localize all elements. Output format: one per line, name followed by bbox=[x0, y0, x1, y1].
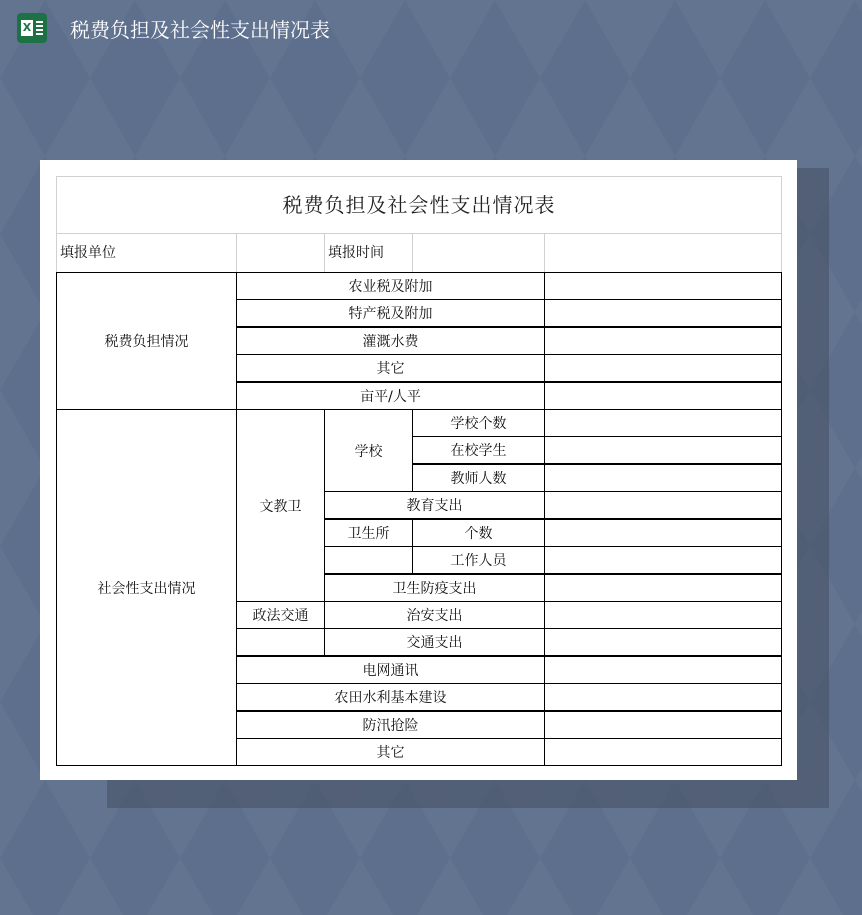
value-cell[interactable] bbox=[544, 519, 782, 547]
clinic-label: 卫生所 bbox=[324, 519, 413, 547]
value-cell[interactable] bbox=[544, 491, 782, 519]
fill-time-label: 填报时间 bbox=[328, 245, 384, 261]
other-item: 防汛抢险 bbox=[236, 711, 545, 739]
value-cell[interactable] bbox=[544, 546, 782, 574]
zhengfa-label: 政法交通 bbox=[236, 601, 325, 629]
value-cell[interactable] bbox=[544, 711, 782, 739]
tax-item: 灌溉水费 bbox=[236, 327, 545, 355]
gridline bbox=[324, 233, 325, 272]
gridline bbox=[56, 233, 782, 234]
gridline bbox=[236, 233, 237, 272]
tax-item: 农业税及附加 bbox=[236, 272, 545, 300]
security-expense-label: 治安支出 bbox=[324, 601, 545, 629]
other-item: 其它 bbox=[236, 738, 545, 766]
value-cell[interactable] bbox=[544, 327, 782, 355]
value-cell[interactable] bbox=[544, 382, 782, 410]
school-item: 在校学生 bbox=[412, 436, 545, 464]
school-item: 教师人数 bbox=[412, 464, 545, 492]
gridline bbox=[412, 233, 413, 272]
gridline bbox=[544, 233, 545, 272]
value-cell[interactable] bbox=[544, 436, 782, 464]
title-bar bbox=[0, 0, 862, 60]
value-cell[interactable] bbox=[544, 656, 782, 684]
window-title: 税费负担及社会性支出情况表 bbox=[70, 18, 330, 42]
excel-icon: X bbox=[17, 13, 47, 43]
other-item: 农田水利基本建设 bbox=[236, 683, 545, 711]
tax-item: 其它 bbox=[236, 354, 545, 382]
empty-cell bbox=[324, 546, 413, 574]
clinic-item: 工作人员 bbox=[412, 546, 545, 574]
epidemic-expense-label: 卫生防疫支出 bbox=[324, 574, 545, 602]
value-cell[interactable] bbox=[544, 354, 782, 382]
value-cell[interactable] bbox=[544, 738, 782, 766]
value-cell[interactable] bbox=[544, 683, 782, 711]
sheet-title: 税费负担及社会性支出情况表 bbox=[282, 193, 556, 217]
value-cell[interactable] bbox=[544, 628, 782, 656]
education-expense-label: 教育支出 bbox=[324, 491, 545, 519]
school-label: 学校 bbox=[324, 409, 413, 492]
fill-unit-label: 填报单位 bbox=[60, 245, 116, 261]
value-cell[interactable] bbox=[544, 601, 782, 629]
traffic-expense-label: 交通支出 bbox=[324, 628, 545, 656]
empty-cell bbox=[236, 628, 325, 656]
tax-item: 特产税及附加 bbox=[236, 299, 545, 327]
value-cell[interactable] bbox=[544, 574, 782, 602]
value-cell[interactable] bbox=[544, 299, 782, 327]
section-social-label: 社会性支出情况 bbox=[56, 409, 237, 766]
value-cell[interactable] bbox=[544, 272, 782, 300]
section-tax-label: 税费负担情况 bbox=[56, 272, 237, 410]
value-cell[interactable] bbox=[544, 464, 782, 492]
wenjiaowei-label: 文教卫 bbox=[236, 409, 325, 602]
value-cell[interactable] bbox=[544, 409, 782, 437]
tax-item: 亩平/人平 bbox=[236, 382, 545, 410]
clinic-item: 个数 bbox=[412, 519, 545, 547]
other-item: 电网通讯 bbox=[236, 656, 545, 684]
school-item: 学校个数 bbox=[412, 409, 545, 437]
